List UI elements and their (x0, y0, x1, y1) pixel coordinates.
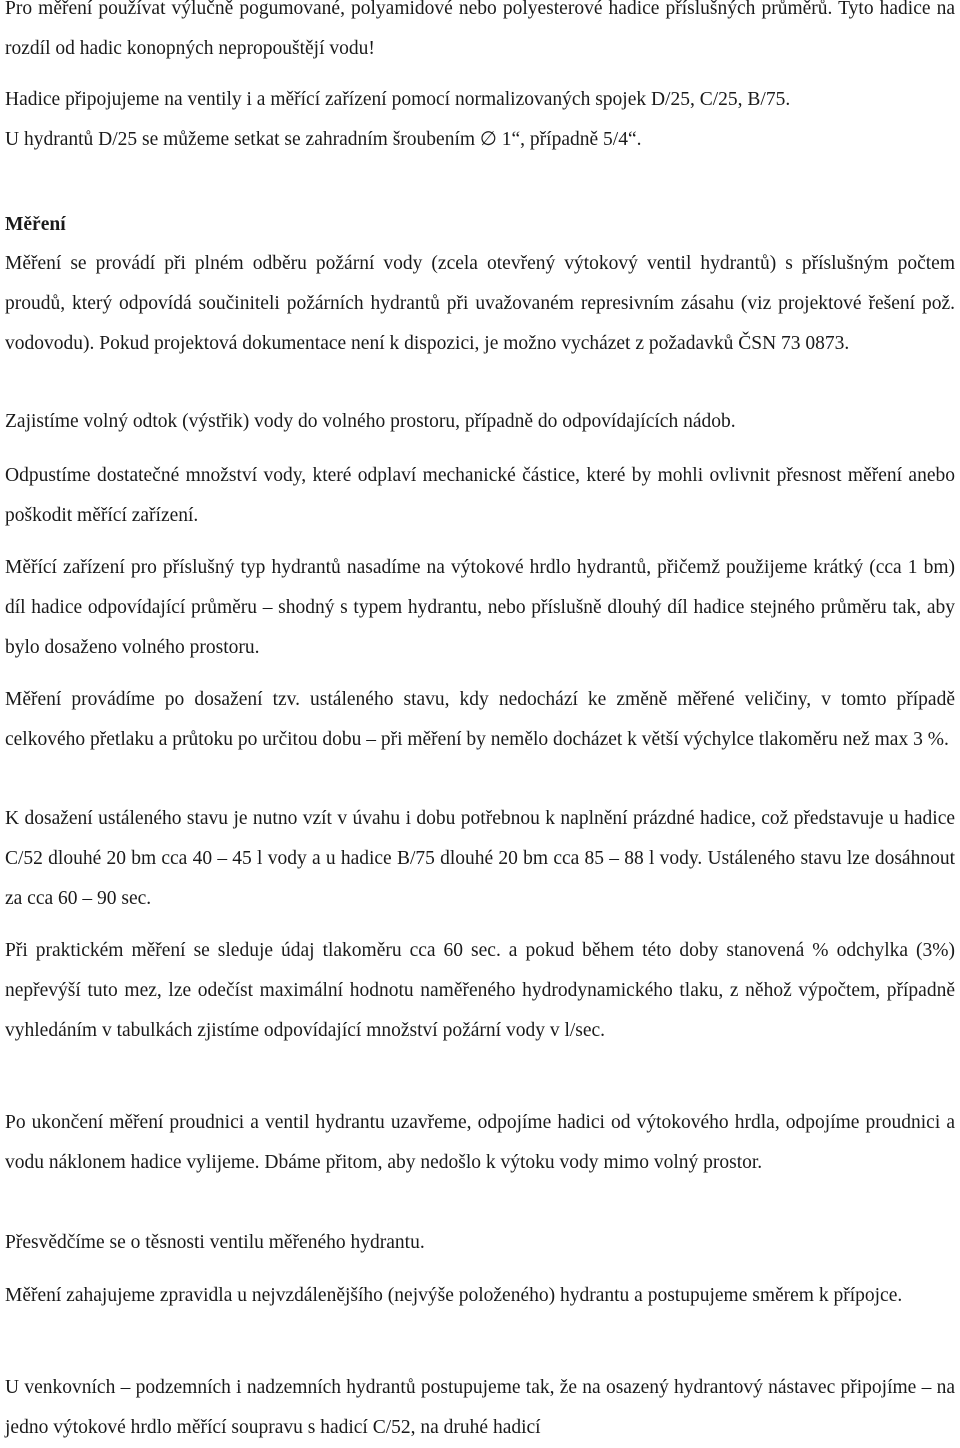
paragraph-start-order: Měření zahajujeme zpravidla u nejvzdálenějšího (nejvýše položeného) hydrantu a postupujeme směrem k přípojce. (5, 1285, 903, 1306)
paragraph-outflow: Zajistíme volný odtok (výstřik) vody do volného prostoru, případně do odpovídajících nádob. (5, 411, 736, 432)
paragraph-device: Měřící zařízení pro příslušný typ hydrantů nasadíme na výtokové hrdlo hydrantů, přičemž použijeme krátký (cca 1 bm) díl hadice odpovídající průměru – shodný s typem hydrantu, nebo příslušně dlouhý díl hadice stejného průměru tak, aby bylo dosaženo volného prostoru. (5, 557, 956, 658)
paragraph-outdoor: U venkovních – podzemních i nadzemních hydrantů postupujeme tak, že na osazený hydrantový nástavec připojíme – na jedno výtokové hrdlo měřící soupravu s hadicí C/52, na druhé hadicí (5, 1377, 955, 1438)
paragraph-hoses: Pro měření používat výlučně pogumované, polyamidové nebo polyesterové hadice příslušných průměrů. Tyto hadice na rozdíl od hadic konopných nepropouštějí vodu! (5, 0, 955, 59)
paragraph-steady-state: Měření provádíme po dosažení tzv. ustáleného stavu, kdy nedochází ke změně měřené veličiny, v tomto případě celkového přetlaku a průtoku po určitou dobu – při měření by nemělo docházet k větší výchylce tlakoměru než max 3 %. (5, 689, 955, 750)
paragraph-hydrant-d25: U hydrantů D/25 se můžeme setkat se zahradním šroubením ∅ 1“, případně 5/4“. (5, 129, 642, 150)
paragraph-finish: Po ukončení měření proudnici a ventil hydrantu uzavřeme, odpojíme hadici od výtokového hrdla, odpojíme proudnici a vodu náklonem hadice vylijeme. Dbáme přitom, aby nedošlo k výtoku vody mimo volný prostor. (5, 1112, 955, 1173)
paragraph-flush: Odpustíme dostatečné množství vody, které odplaví mechanické částice, které by mohli ovlivnit přesnost měření anebo poškodit měřící zařízení. (5, 465, 955, 526)
section-heading: Měření (5, 214, 66, 235)
paragraph-measurement: Měření se provádí při plném odběru požární vody (zcela otevřený výtokový ventil hydrantů) s příslušným počtem proudů, který odpovídá součiniteli požárních hydrantů při uvažovaném represivním zásahu (viz projektové řešení pož. vodovodu). Pokud projektová dokumentace není k dispozici, je možno vycházet z požadavků ČSN 73 0873. (5, 253, 956, 354)
paragraph-tightness: Přesvědčíme se o těsnosti ventilu měřeného hydrantu. (5, 1232, 425, 1253)
paragraph-practical: Při praktickém měření se sleduje údaj tlakoměru cca 60 sec. a pokud během této doby stanovená % odchylka (3%) nepřevýší tuto mez, lze odečíst maximální hodnotu naměřeného hydrodynamického tlaku, z něhož výpočtem, případně vyhledáním v tabulkách zjistíme odpovídající množství požární vody v l/sec. (5, 940, 956, 1041)
paragraph-fill-time: K dosažení ustáleného stavu je nutno vzít v úvahu i dobu potřebnou k naplnění prázdné hadice, což představuje u hadice C/52 dlouhé 20 bm cca 40 – 45 l vody a u hadice B/75 dlouhé 20 bm cca 85 – 88 l vody. Ustáleného stavu lze dosáhnout za cca 60 – 90 sec. (5, 808, 956, 909)
paragraph-couplings: Hadice připojujeme na ventily i a měřící zařízení pomocí normalizovaných spojek D/25, C/25, B/75. (5, 89, 791, 110)
